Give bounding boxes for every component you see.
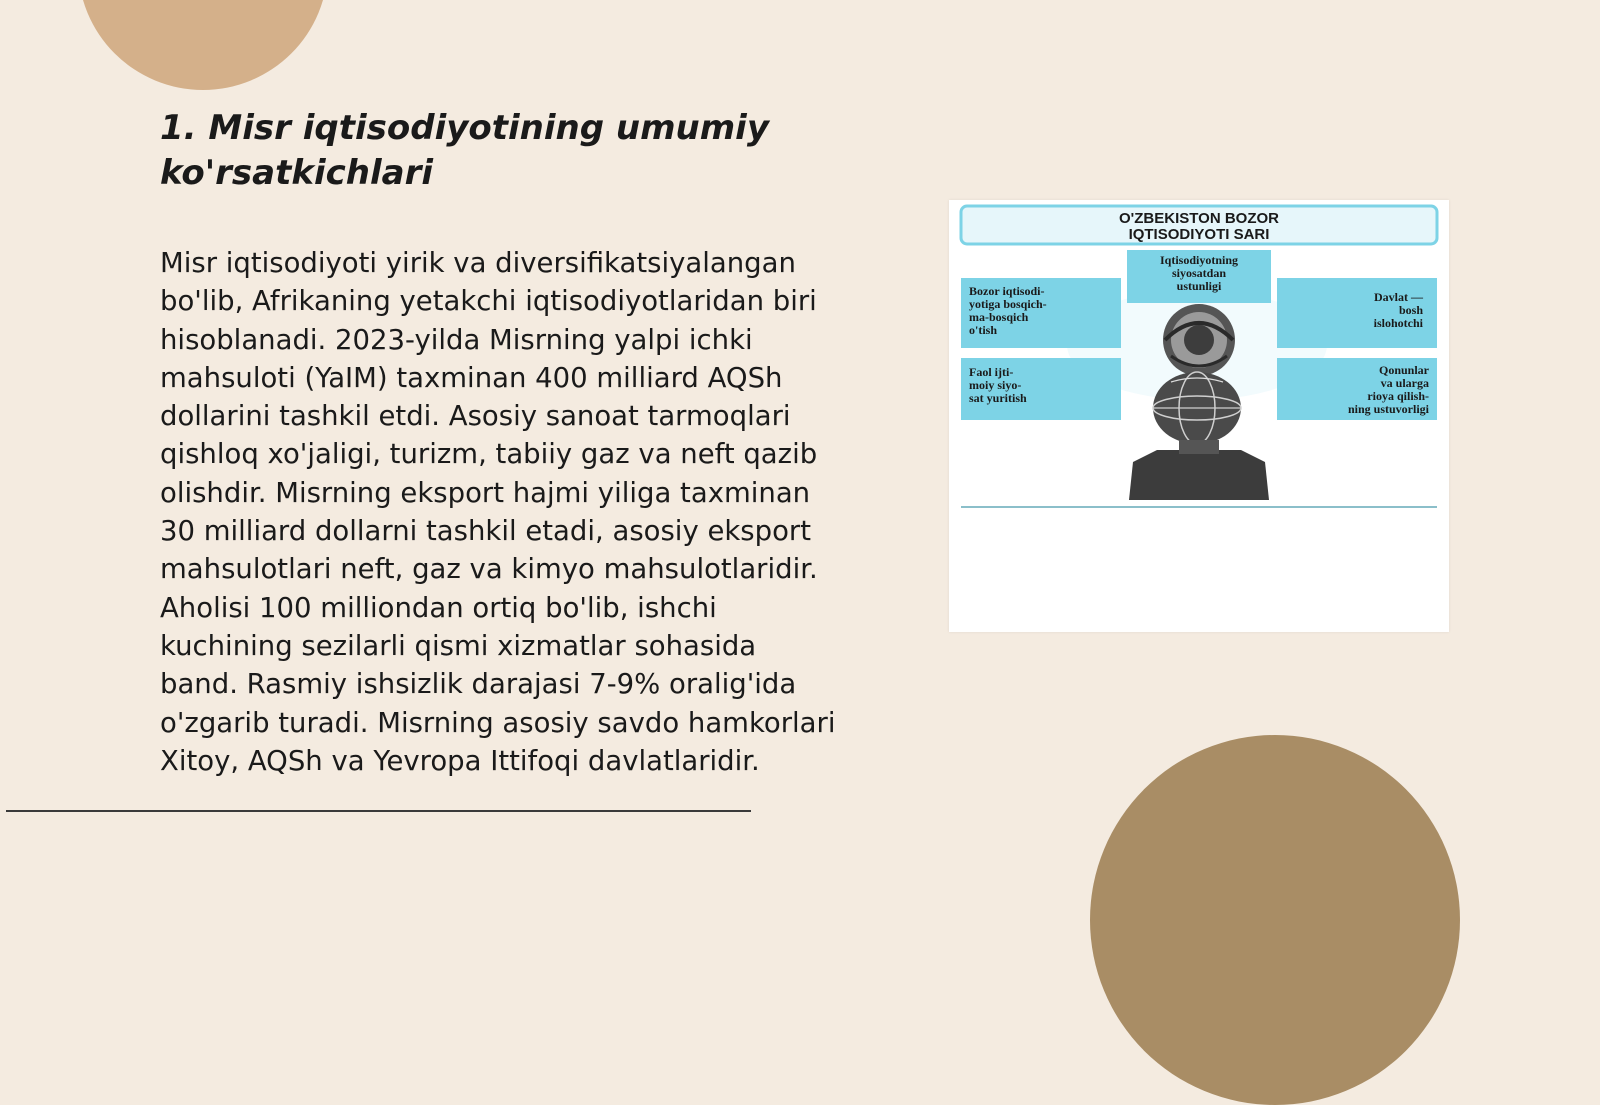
globe-monument-icon: [1153, 372, 1241, 444]
diagram-right-top-line1: Davlat —: [1374, 290, 1423, 304]
diagram-left-bottom-line1: Faol ijti-: [969, 365, 1014, 379]
diagram-header-line1: O'ZBEKISTON BOZOR: [1119, 210, 1279, 227]
diagram-right-top-line3: islohotchi: [1373, 316, 1423, 330]
slide-body-text: Misr iqtisodiyoti yirik va diversifikatsiyalangan bo'lib, Afrikaning yetakchi iqtisodiyotlaridan biri hisoblanadi. 2023-yilda Misrning yalpi ichki mahsuloti (YaIM) taxminan 400 milliard AQSh dollarini tashkil etdi. Asosiy sanoat tarmoqlari qishloq xo'jaligi, turizm, tabiiy gaz va neft qazib olishdir. Misrning eksport hajmi yiliga taxminan 30 milliard dollarni tashkil etadi, asosiy eksport mahsulotlari neft, gaz va kimyo mahsulotlaridir. Aholisi 100 milliondan ortiq bo'lib, ishchi kuchining sezilarli qismi xizmatlar sohasida band. Rasmiy ishsizlik darajasi 7-9% oralig'ida o'zgarib turadi. Misrning asosiy savdo hamkorlari Xitoy, AQSh va Yevropa Ittifoqi davlatlaridir.: [160, 247, 836, 777]
slide-title: 1. Misr iqtisodiyotining umumiy ko'rsatkichlari: [160, 108, 769, 193]
diagram-right-bottom-line2: va ularga: [1380, 376, 1429, 390]
diagram-right-top-line2: bosh: [1398, 303, 1423, 317]
diagram-right-bottom-line4: ning ustuvorligi: [1347, 402, 1429, 416]
decorative-circle-top: [78, 0, 328, 90]
diagram-left-bottom-line2: moiy siyo-: [969, 378, 1022, 392]
state-emblem-icon: [1163, 304, 1235, 376]
diagram-center-line3: ustunligi: [1176, 279, 1222, 293]
diagram-header-line2: IQTISODIYOTI SARI: [1128, 226, 1270, 243]
diagram-left-top-line4: o'tish: [969, 323, 998, 337]
divider-line: [6, 810, 751, 812]
diagram-left-bottom-line3: sat yuritish: [969, 391, 1027, 405]
diagram-center-line2: siyosatdan: [1171, 266, 1227, 280]
diagram-right-bottom-line3: rioya qilish-: [1367, 389, 1429, 403]
diagram-center-line1: Iqtisodiyotning: [1159, 253, 1239, 267]
economy-diagram-image: [949, 200, 1449, 632]
diagram-left-top-line1: Bozor iqtisodi-: [969, 284, 1045, 298]
decorative-circle-bottom: [1090, 735, 1460, 1105]
diagram-right-bottom-line1: Qonunlar: [1378, 363, 1429, 377]
monument-neck: [1179, 440, 1219, 454]
diagram-left-top-line3: ma-bosqich: [969, 310, 1029, 324]
monument-pedestal: [1129, 450, 1269, 500]
diagram-left-top-line2: yotiga bosqich-: [969, 297, 1047, 311]
diagram-svg: [949, 200, 1449, 632]
